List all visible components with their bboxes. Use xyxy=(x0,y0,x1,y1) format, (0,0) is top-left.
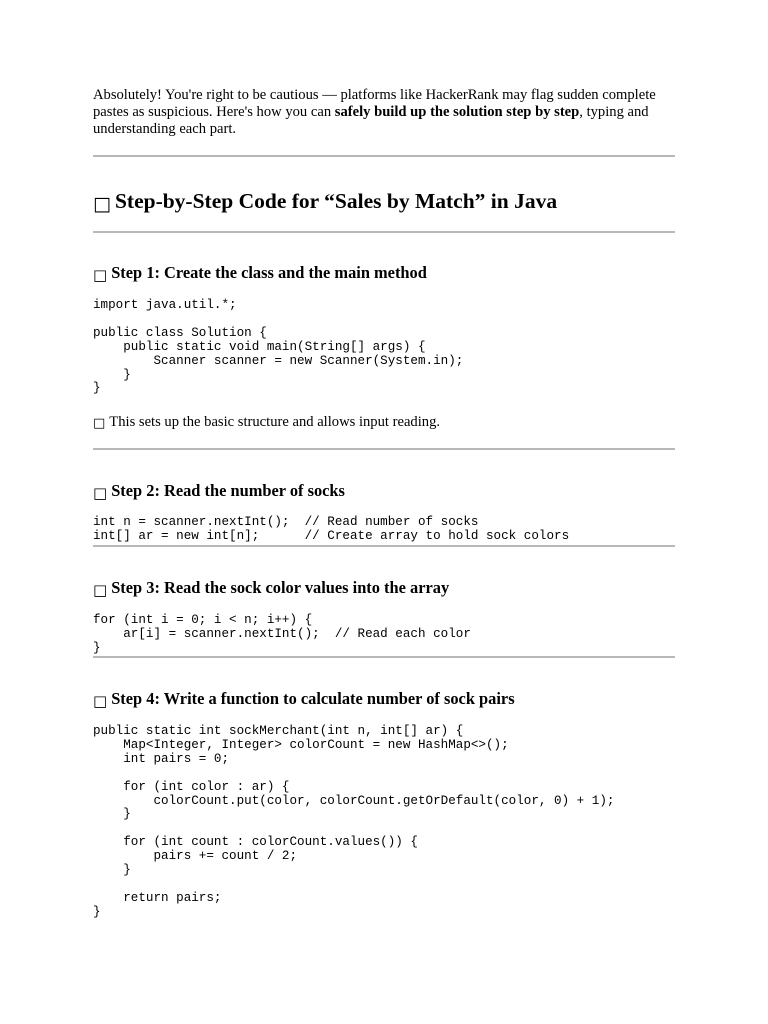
missing-glyph-icon: □ xyxy=(93,193,111,215)
missing-glyph-icon: □ xyxy=(93,484,108,502)
step-4-heading-text: Step 4: Write a function to calculate number of sock pairs xyxy=(111,689,515,708)
step-1-code-block: import java.util.*; public class Solution { public static void main(String[] args) { Scanner scanner = new Scanner(System.in); } } xyxy=(93,298,464,396)
step-3-heading xyxy=(93,578,449,600)
step-3-heading-text: Step 3: Read the sock color values into the array xyxy=(111,578,450,597)
horizontal-rule xyxy=(93,656,675,658)
page-title xyxy=(93,188,557,217)
intro-bold-text: safely build up the solution step by step xyxy=(334,104,580,120)
step-2-heading-text: Step 2: Read the number of socks xyxy=(111,481,345,500)
page-title-text: Step-by-Step Code for “Sales by Match” in Java xyxy=(114,189,558,213)
horizontal-rule xyxy=(93,155,675,157)
step-1-heading xyxy=(93,263,427,285)
step-4-heading xyxy=(93,689,515,711)
intro-text-after: , typing and understanding each part. xyxy=(93,104,649,137)
step-2-heading xyxy=(93,481,345,503)
step-2-code-block: int n = scanner.nextInt(); // Read number of socks int[] ar = new int[n]; // Create array to hold sock colors xyxy=(93,515,570,543)
horizontal-rule xyxy=(93,231,675,233)
horizontal-rule xyxy=(93,448,675,450)
intro-text-before: Absolutely! You're right to be cautious — platforms like HackerRank may flag sudden complete pastes as suspicious. Here's how you can xyxy=(93,87,656,120)
step-4-code-block: public static int sockMerchant(int n, int[] ar) { Map<Integer, Integer> colorCount = new HashMap<>(); int pairs = 0; for (int color : ar) { colorCount.put(color, colorCount.getOrDefault(color, 0) + 1); } for (int count : colorCount.values()) { pairs += count / 2; } return pairs; } xyxy=(93,724,615,919)
step-1-heading-text: Step 1: Create the class and the main method xyxy=(111,263,427,282)
missing-glyph-icon: □ xyxy=(93,416,106,431)
horizontal-rule xyxy=(93,545,675,547)
missing-glyph-icon: □ xyxy=(93,692,108,710)
missing-glyph-icon: □ xyxy=(93,266,108,284)
step-3-code-block: for (int i = 0; i < n; i++) { ar[i] = scanner.nextInt(); // Read each color } xyxy=(93,613,471,655)
step-1-note xyxy=(93,414,440,432)
missing-glyph-icon: □ xyxy=(93,581,108,599)
intro-paragraph xyxy=(93,87,675,138)
step-1-note-text: This sets up the basic structure and allows input reading. xyxy=(109,414,441,430)
